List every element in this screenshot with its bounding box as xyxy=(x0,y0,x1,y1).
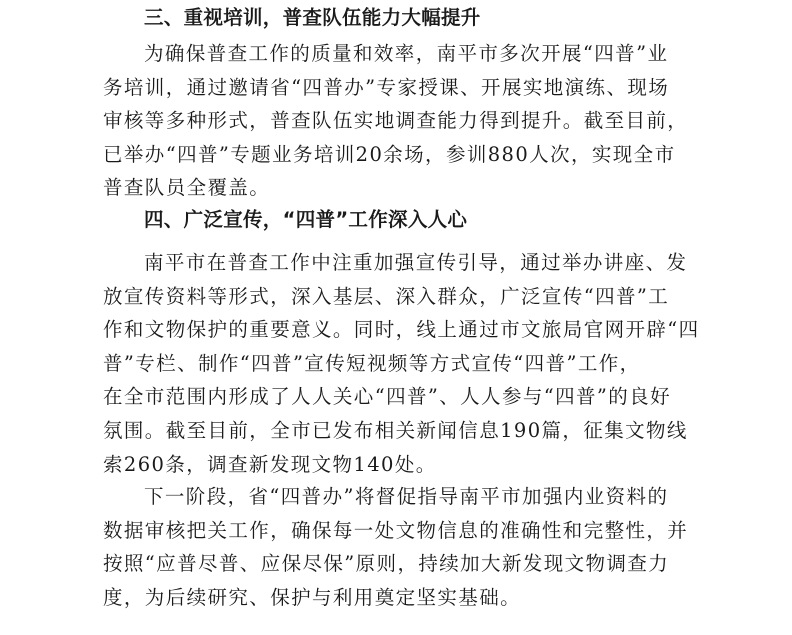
paragraph-line: 务培训，通过邀请省“四普办”专家授课、开展实地演练、现场 xyxy=(103,75,670,99)
paragraph-next-stage xyxy=(103,480,695,614)
paragraph-line: 已举办“四普”专题业务培训20余场，参训880人次，实现全市 xyxy=(103,142,676,166)
paragraph-line: 普查队员全覆盖。 xyxy=(103,176,271,200)
paragraph-line: 在全市范围内形成了人人关心“四普”、人人参与“四普”的良好 xyxy=(103,385,671,409)
paragraph-line: 氛围。截至目前，全市已发布相关新闻信息190篇，征集文物线 xyxy=(103,418,688,442)
section-heading-training: 三、重视培训，普查队伍能力大幅提升 xyxy=(144,6,481,29)
paragraph-line: 放宣传资料等形式，深入基层、深入群众，广泛宣传“四普”工 xyxy=(103,284,670,308)
paragraph-publicity xyxy=(103,246,700,481)
paragraph-line: 普”专栏、制作“四普”宣传短视频等方式宣传“四普”工作， xyxy=(103,351,641,375)
paragraph-line: 度，为后续研究、保护与利用奠定坚实基础。 xyxy=(103,585,522,609)
paragraph-line: 数据审核把关工作，确保每一处文物信息的准确性和完整性，并 xyxy=(103,518,689,542)
paragraph-line: 下一阶段，省“四普办”将督促指导南平市加强内业资料的 xyxy=(144,485,669,508)
paragraph-line: 南平市在普查工作中注重加强宣传引导，通过举办讲座、发 xyxy=(144,251,688,274)
section-heading-publicity: 四、广泛宣传，“四普”工作深入人心 xyxy=(144,208,468,231)
paragraph-line: 索260条，调查新发现文物140处。 xyxy=(103,452,437,476)
paragraph-line: 作和文物保护的重要意义。同时，线上通过市文旅局官网开辟“四 xyxy=(103,318,700,342)
paragraph-training xyxy=(103,37,695,205)
paragraph-line: 为确保普查工作的质量和效率，南平市多次开展“四普”业 xyxy=(144,42,669,65)
paragraph-line: 审核等多种形式，普查队伍实地调查能力得到提升。截至目前， xyxy=(103,109,689,133)
paragraph-line: 按照“应普尽普、应保尽保”原则，持续加大新发现文物调查力 xyxy=(103,552,670,576)
